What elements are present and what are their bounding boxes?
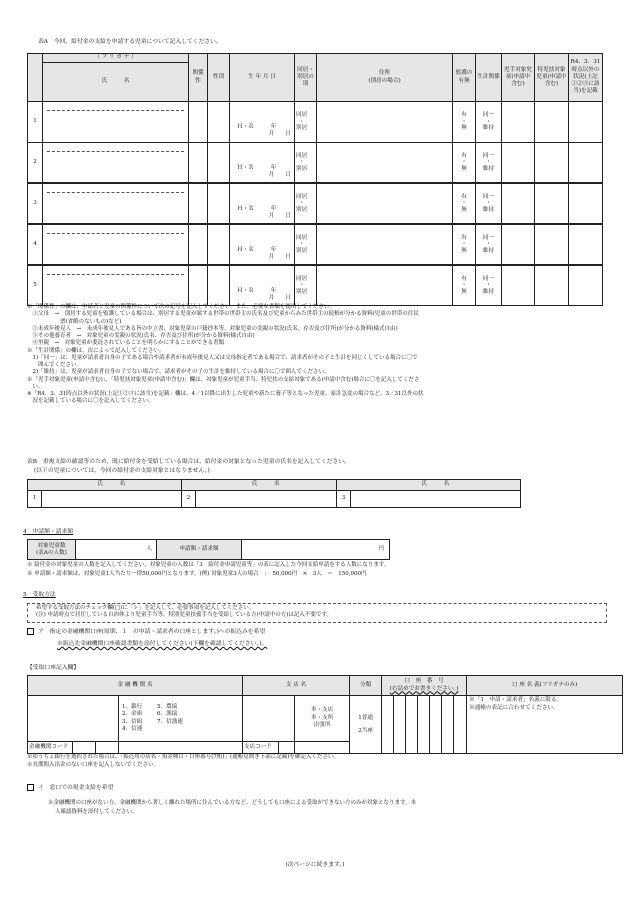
- section-4-note-2: ※ 申請額・請求額は、対象児童1人当たり一律50,000円となります。(例) 対象児童3人の場合 ： 50,000円 × 3人 ＝ 150,000円: [27, 571, 367, 577]
- table-b: [27, 479, 521, 508]
- birth-input[interactable]: Ｈ・Ｒ 年 月 日: [230, 183, 295, 224]
- birth-header: 生 年 月 日: [230, 54, 295, 102]
- jite-header: 児手対象児童(申請中含む): [502, 54, 535, 102]
- livelihood-choice[interactable]: 同一 ・ 維持: [476, 224, 502, 265]
- name-input[interactable]: [43, 193, 188, 223]
- table-b-name-input-1[interactable]: [42, 491, 182, 508]
- table-b-name-input-3[interactable]: [351, 491, 521, 508]
- jite-input[interactable]: [502, 142, 535, 183]
- livelihood-choice[interactable]: 同一 ・ 維持: [476, 142, 502, 183]
- account-digit[interactable]: [442, 696, 454, 754]
- relation-input[interactable]: [189, 183, 208, 224]
- table-a-note-line: ※「児手対象児童(申請中含む)」、「特児扶対象児童(申請中含む)」欄は、対象児童が児童手当、特児扶の支給対象である(申請中含む)場合に〇を記入してくださ: [27, 376, 420, 383]
- row-number: 2: [28, 142, 43, 183]
- table-a-note-line: ②未成年後見人 → 未成年後見人である旨の中立書、対象児童の戸籍抄本等、対象児童の実親の状況(氏名、存否及び住所)が分かる資料(様式自由): [27, 325, 398, 332]
- table-b-name-header-3: 氏 名: [351, 480, 521, 491]
- section-5-instructions: [27, 603, 607, 623]
- row-number: 4: [28, 224, 43, 265]
- jite-input[interactable]: [502, 224, 535, 265]
- table-a-note-line: 2)「維持」は、児童が請求者自身の子でない場合で、請求者がその子の生計を維持している場合に〇で囲んでください。: [27, 369, 330, 376]
- furigana-header: （ フ リ ガ ナ ）: [43, 54, 189, 63]
- bank-note-1: ※ゆうちょ銀行を選択された場合は、「振込用の店名・預金種目・口座番号(7桁)」(通帳見開き下部に記載)を御記入ください。: [27, 754, 339, 760]
- r4-header: R4．3．31時点以外の状況(上記①②③に該当)を記載: [569, 54, 603, 102]
- tokuji-input[interactable]: [535, 265, 569, 306]
- jite-input[interactable]: [502, 183, 535, 224]
- birth-input[interactable]: Ｈ・Ｒ 年 月 日: [230, 102, 295, 143]
- relation-header: 関係性: [189, 54, 208, 102]
- bank-name-input[interactable]: [28, 696, 119, 742]
- address-header: 住所 (別居の場合): [317, 54, 453, 102]
- account-type-option: 1普通: [358, 715, 373, 722]
- name-input[interactable]: [43, 275, 188, 305]
- cohab-choice[interactable]: 同居 ・ 別居: [295, 102, 317, 143]
- sex-input[interactable]: [208, 183, 230, 224]
- account-type-choice[interactable]: [350, 696, 382, 754]
- furigana-input[interactable]: [47, 143, 184, 152]
- option-a-label: ア 指定の金融機関口座(原則、１ の申請・請求者の口座とします。)への振込みを希望: [38, 629, 266, 635]
- table-a-note-line: い。: [27, 383, 44, 390]
- custody-choice[interactable]: 有 ・ 無: [453, 183, 476, 224]
- account-holder-header: 口 座 名 義(フリガナのみ): [467, 676, 623, 696]
- table-a: [27, 53, 603, 102]
- branch-type-option: 出張所: [313, 722, 331, 729]
- bank-type-option: 2．金庫: [122, 711, 143, 718]
- address-input[interactable]: [317, 142, 453, 183]
- bank-code-digit[interactable]: [96, 742, 119, 754]
- row-number: 5: [28, 265, 43, 306]
- table-b-no-2: 2: [182, 491, 196, 508]
- livelihood-choice[interactable]: 同一 ・ 維持: [476, 183, 502, 224]
- branch-header: 支 店 名: [243, 676, 350, 696]
- table-a-note-line: ①父母 → 別居する児童を監護している場合は、別居する児童が属する世帯の世帯主の氏名及び児童からみた世帯主の続柄が分かる資料(児童の世帯の住民: [27, 311, 419, 318]
- section-5-instruction-1: 希望する受取方法のチェック欄(□)に「レ」を記入して、必要事項を記入してください。: [36, 605, 255, 611]
- bank-code-digit[interactable]: [73, 742, 96, 754]
- relation-input[interactable]: [189, 224, 208, 265]
- address-input[interactable]: [317, 265, 453, 306]
- table-a-note-line: ④里親 → 対象児童が委託されていることを明らかにすることができる書類: [27, 340, 225, 347]
- account-type-option: 2当座: [358, 727, 373, 734]
- table-a-note-line: ③その他養育者 → 対象児童の実親の状況(氏名、存否及び住所)が分かる資料(様式自由): [27, 333, 255, 339]
- birth-input[interactable]: Ｈ・Ｒ 年 月 日: [230, 265, 295, 306]
- branch-type-choice[interactable]: [295, 696, 350, 742]
- account-holder-input[interactable]: [467, 696, 623, 754]
- table-a-row: [27, 265, 603, 307]
- table-b-name-header-2: 氏 名: [196, 480, 337, 491]
- child-count-unit: 人: [146, 545, 152, 552]
- name-input[interactable]: [43, 111, 188, 141]
- bank-type-option: 4．信連: [122, 725, 143, 732]
- custody-choice[interactable]: 有 ・ 無: [453, 142, 476, 183]
- holder-note-1: ※「1 申請・請求者」名義に限る。: [469, 697, 563, 703]
- table-a-row: [27, 224, 603, 266]
- amount-table: [27, 539, 390, 560]
- child-count-input[interactable]: [76, 540, 157, 560]
- bank-type-option: 3．信組: [122, 718, 143, 725]
- table-b-no-3: 3: [337, 491, 351, 508]
- sex-input[interactable]: [208, 265, 230, 306]
- account-digit[interactable]: [418, 696, 430, 754]
- relation-input[interactable]: [189, 102, 208, 143]
- sex-input[interactable]: [208, 224, 230, 265]
- child-count-label: 対象児童数 (表Aの人数): [28, 540, 76, 560]
- relation-input[interactable]: [189, 265, 208, 306]
- tokuji-input[interactable]: [535, 183, 569, 224]
- table-a-row: [27, 101, 603, 143]
- furigana-input[interactable]: [47, 184, 184, 193]
- row-number: 1: [28, 102, 43, 143]
- livelihood-choice[interactable]: 同一 ・ 維持: [476, 102, 502, 143]
- r4-input[interactable]: [569, 142, 603, 183]
- cohab-choice[interactable]: 同居 ・ 別居: [295, 265, 317, 306]
- r4-input[interactable]: [569, 183, 603, 224]
- table-b-no-1: 1: [28, 491, 42, 508]
- table-a-title: 表A 今回、給付金の支給を申請する児童について記入してください。: [38, 39, 222, 45]
- table-a-note-line: ※「R4．3．31時点以外の状況(上記①②③に該当)を記載」欄は、4／1以降に出生した児童や新たに養子等となった児童、家計急変の場合など、3／31以外の状: [27, 391, 424, 397]
- furigana-input[interactable]: [47, 266, 184, 275]
- section-4-title: 4 申請額・請求額: [23, 529, 74, 535]
- jite-input[interactable]: [502, 102, 535, 143]
- option-i[interactable]: [27, 784, 113, 793]
- bank-name-header: 金 融 機 関 名: [28, 676, 243, 696]
- section-4-note-1: ※ 給付金の対象児童の人数を記入してください。対象児童の人数は「3 給付金申請児童等」の表に記入した今回支給申請をする人数になります。: [27, 562, 390, 568]
- tokuji-input[interactable]: [535, 142, 569, 183]
- amount-unit: 円: [378, 545, 384, 552]
- custody-choice[interactable]: 有 ・ 無: [453, 102, 476, 143]
- section-5-title: 5 受取方法: [23, 592, 56, 598]
- account-digit[interactable]: [406, 696, 418, 754]
- branch-name-input[interactable]: [243, 696, 295, 742]
- tokuji-header: 特児扶対象児童(申請中含む): [535, 54, 569, 102]
- address-input[interactable]: [317, 224, 453, 265]
- custody-choice[interactable]: 有 ・ 無: [453, 265, 476, 306]
- bank-title: 【受取口座記入欄】: [27, 665, 80, 671]
- r4-input[interactable]: [569, 102, 603, 143]
- custody-header: 監護の有無: [453, 54, 476, 102]
- branch-type-option: 本・支所: [310, 714, 334, 721]
- name-input[interactable]: [43, 152, 188, 182]
- birth-input[interactable]: Ｈ・Ｒ 年 月 日: [230, 142, 295, 183]
- furigana-input[interactable]: [47, 225, 184, 234]
- bank-code-label: 金融機関コード: [28, 742, 73, 754]
- cohab-choice[interactable]: 同居 ・ 別居: [295, 224, 317, 265]
- account-digit[interactable]: [394, 696, 406, 754]
- sex-header: 性別: [208, 54, 230, 102]
- table-a-note-line: 1)「同一」は、児童が請求者自身の子である場合や請求者が未成年後見人又は父母指定者である場合で、請求者がその子と生計を同じくしている場合に〇で: [27, 354, 418, 361]
- table-a-note-line: ※「生計関係」の欄は、次によって記入してください。: [27, 347, 165, 354]
- option-a-checkbox[interactable]: [27, 628, 34, 635]
- table-a-notes: [27, 304, 607, 406]
- table-b-name-input-2[interactable]: [196, 491, 337, 508]
- table-b-title: 表B 重複支給の確認等のため、既に給付金を受給している場合は、給付金の対象となった児童の氏名を記入してください。: [27, 459, 350, 465]
- cohab-choice[interactable]: 同居 ・ 別居: [295, 142, 317, 183]
- livelihood-header: 生計関係: [476, 54, 502, 102]
- jite-input[interactable]: [502, 265, 535, 306]
- option-i-note-1: ※金融機関の口座がない方、金融機関から著しく離れた場所に住んでいる方など、どうしても口座による受取ができない方のみが対象となります。本: [48, 800, 417, 806]
- amount-label: 申請額・請求額: [157, 540, 242, 560]
- address-input[interactable]: [317, 102, 453, 143]
- cohab-choice[interactable]: 同居 ・ 別居: [295, 183, 317, 224]
- table-a-note-line: 囲んでください。: [27, 362, 83, 368]
- bank-table: [27, 675, 623, 754]
- cohab-header: 同居・別居の別: [295, 54, 317, 102]
- bank-type-option: 7．信漁連: [157, 718, 183, 725]
- branch-code-digit[interactable]: [295, 742, 350, 754]
- branch-code-digit[interactable]: [279, 742, 295, 754]
- table-a-note-line: ※「関係性」の欄は、申請者と児童の関係性について次の記号を記入してください。また、必要な書類を提出してください。: [27, 304, 335, 310]
- option-i-note-2: 人確認資料を添付してください。: [55, 809, 138, 815]
- row-number: 3: [28, 183, 43, 224]
- furigana-input[interactable]: [47, 102, 184, 111]
- name-input[interactable]: [43, 234, 188, 264]
- option-i-checkbox[interactable]: [27, 784, 34, 791]
- branch-code-label: 支店コード: [243, 742, 279, 754]
- amount-input[interactable]: [242, 540, 390, 560]
- tokuji-input[interactable]: [535, 224, 569, 265]
- table-a-note-line: 票(省略のないもの)など): [27, 318, 122, 325]
- option-i-label: イ 窓口での現金支給を希望: [38, 785, 114, 791]
- birth-input[interactable]: Ｈ・Ｒ 年 月 日: [230, 224, 295, 265]
- branch-type-option: 本・支店: [310, 707, 334, 714]
- bank-type-option: 5．農協: [157, 703, 178, 710]
- bank-note-2: ※長期間入出金のない口座を記入しないでください。: [27, 762, 160, 768]
- bank-type-option: 6．漁協: [157, 711, 178, 718]
- sex-input[interactable]: [208, 142, 230, 183]
- address-input[interactable]: [317, 183, 453, 224]
- holder-note-2: ※通帳の表記に合わせてください。: [469, 704, 559, 711]
- type-header: 分類: [350, 676, 382, 696]
- r4-input[interactable]: [569, 265, 603, 306]
- table-a-row: [27, 142, 603, 184]
- name-header: 氏 名: [43, 63, 189, 102]
- bank-code-digit[interactable]: [119, 742, 243, 754]
- account-digit[interactable]: [382, 696, 394, 754]
- custody-choice[interactable]: 有 ・ 無: [453, 224, 476, 265]
- table-a-note-line: 況を記載している場合に〇を記入してください。: [27, 398, 154, 405]
- bank-type-choice[interactable]: [119, 696, 243, 742]
- relation-input[interactable]: [189, 142, 208, 183]
- option-a-note: ※振込先金融機関口座確認書類を添付してください(下欄を確認してください。)。: [57, 641, 268, 647]
- table-b-name-header-1: 氏 名: [42, 480, 182, 491]
- footer-continue: (次ページに続きます。): [285, 862, 345, 868]
- sex-input[interactable]: [208, 102, 230, 143]
- table-a-row: [27, 183, 603, 225]
- account-number-header: 口 座 番 号 (右詰めでお書きください。): [382, 676, 467, 696]
- table-b-subtitle: (以下の児童については、今回の給付金の支給対象とはなりません。): [34, 468, 210, 474]
- account-digit[interactable]: [454, 696, 467, 754]
- section-5-instruction-2: (注) 申請時点で居住している自治体より児童手当等、特別児童扶養手当を受給している方(申請中の方)は記入不要です。: [36, 612, 332, 619]
- tokuji-input[interactable]: [535, 102, 569, 143]
- option-a[interactable]: [27, 628, 265, 637]
- bank-type-option: 1．銀行: [122, 703, 143, 710]
- livelihood-choice[interactable]: 同一 ・ 維持: [476, 265, 502, 306]
- r4-input[interactable]: [569, 224, 603, 265]
- account-digit[interactable]: [430, 696, 442, 754]
- bank-type-option: [157, 726, 183, 733]
